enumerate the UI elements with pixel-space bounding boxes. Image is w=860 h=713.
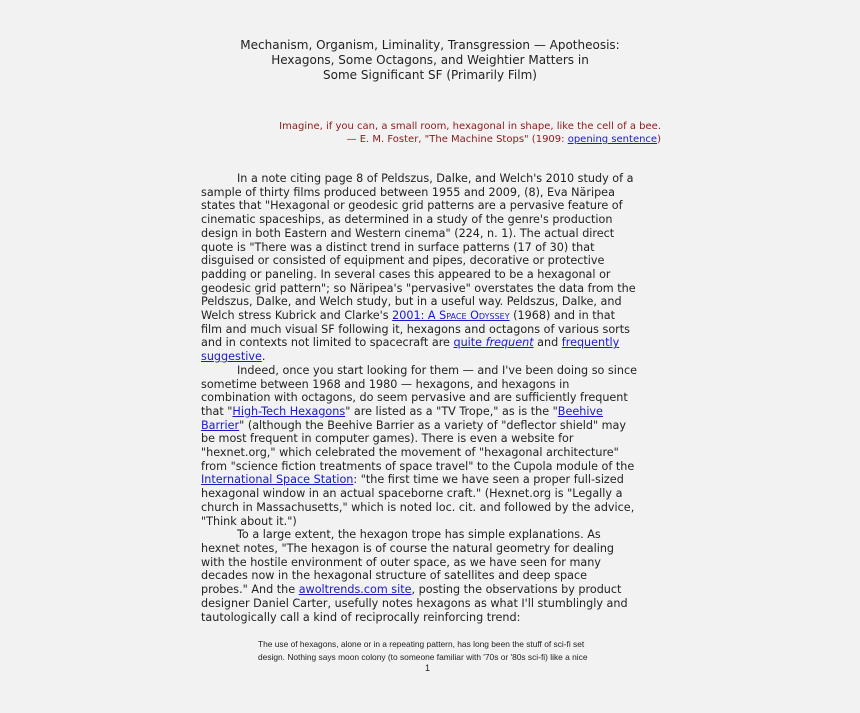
text-line: "hexnet.org," which celebrated the movement of "hexagonal architecture" <box>201 446 619 460</box>
document-title <box>130 38 730 83</box>
title-line: Mechanism, Organism, Liminality, Transgression — Apotheosis: <box>240 38 620 52</box>
text-line: from "science fiction treatments of space travel" to the Cupola module of the <box>201 459 635 473</box>
text-line: Peldszus, Dalke, and Welch study, but in a useful way. Peldszus, Dalke, and <box>201 295 622 309</box>
text-line: "Think about it.") <box>201 514 297 528</box>
attribution-text: — E. M. Foster, "The Machine Stops" (1909: <box>346 134 568 145</box>
beehive-barrier-link[interactable]: Beehive <box>557 404 603 418</box>
title-line: Hexagons, Some Octagons, and Weightier Matters in <box>271 53 589 67</box>
text-span: (1968) and in that <box>509 309 615 323</box>
opening-sentence-link[interactable]: opening sentence <box>567 134 658 145</box>
text-line: hexagonal window in an actual spaceborne craft." (Hexnet.org is "Legally a <box>201 487 623 501</box>
text-line <box>201 473 661 487</box>
text-line <box>201 350 661 364</box>
text-line: states that "Hexagonal or geodesic grid patterns are a pervasive feature of <box>201 199 623 213</box>
text-span: and <box>533 336 562 350</box>
body-text <box>201 172 661 624</box>
space-odyssey-link[interactable]: 2001: A Space Odyssey <box>392 309 510 323</box>
text-line: designer Daniel Carter, usefully notes hexagons as what I'll stumblingly and <box>201 596 628 610</box>
text-line: church in Massachusetts," which is noted loc. cit. and followed by the advice, <box>201 500 635 514</box>
page-number: 1 <box>425 663 431 673</box>
text-line <box>201 405 661 419</box>
text-line: quote is "There was a distinct trend in surface patterns (17 of 30) that <box>201 240 595 254</box>
text-line <box>201 583 661 597</box>
text-line: In a note citing page 8 of Peldszus, Dalke, and Welch's 2010 study of a <box>237 172 634 185</box>
epigraph-attribution <box>279 133 661 146</box>
high-tech-hexagons-link[interactable]: High-Tech Hexagons <box>232 404 346 418</box>
text-line: cinematic spaceships, as determined in a study of the genre's production <box>201 213 613 227</box>
text-line <box>201 336 661 350</box>
text-span: , posting the observations by product <box>411 583 622 597</box>
text-line: padding or paneling. In several cases this appeared to be a hexagonal or <box>201 267 611 281</box>
barrier-link[interactable]: Barrier <box>201 418 240 432</box>
link-text: quite <box>453 336 486 350</box>
block-quote <box>258 638 658 663</box>
text-line: disguised or consisted of equipment and pipes, decorative or protective <box>201 254 605 268</box>
text-line: tautologically call a kind of reciprocally reinforcing trend: <box>201 610 521 624</box>
quote-line: The use of hexagons, alone or in a repeating pattern, has long been the stuff of sci-fi set <box>258 639 585 649</box>
epigraph-quote: Imagine, if you can, a small room, hexagonal in shape, like the cell of a bee. <box>279 121 661 132</box>
text-span: : "the first time we have seen a proper full-sized <box>353 473 624 487</box>
text-line <box>201 419 661 433</box>
text-line: sometime between 1968 and 1980 — hexagons, and hexagons in <box>201 377 570 391</box>
text-line: combination with octagons, do seem pervasive and are sufficiently frequent <box>201 391 628 405</box>
quite-frequent-link[interactable] <box>453 336 533 349</box>
attribution-suffix: ) <box>657 134 661 145</box>
text-line: geodesic grid pattern"; so Näripea's "pervasive" overstates the data from the <box>201 281 636 295</box>
text-span: . <box>261 350 266 364</box>
text-span: probes." And the <box>201 583 299 597</box>
text-line: To a large extent, the hexagon trope has simple explanations. As <box>237 528 601 542</box>
text-line: be most frequent in computer games). There is even a website for <box>201 432 574 446</box>
text-line: film and much visual SF following it, hexagons and octagons of various sorts <box>201 322 630 336</box>
text-line: hexnet notes, "The hexagon is of course the natural geometry for dealing <box>201 541 615 555</box>
text-line: design in both Eastern and Western cinema" (224, n. 1). The actual direct <box>201 226 615 240</box>
text-span: that " <box>201 404 233 418</box>
text-line: sample of thirty films produced between 1955 and 2009, (8), Eva Näripea <box>201 185 615 199</box>
text-line <box>201 309 661 323</box>
title-line: Some Significant SF (Primarily Film) <box>323 68 537 82</box>
text-line: Indeed, once you start looking for them — and I've been doing so since <box>237 363 637 377</box>
suggestive-link[interactable]: suggestive <box>201 350 262 364</box>
text-span: and in contexts not limited to spacecraft are <box>201 336 454 350</box>
text-line: with the hostile environment of outer space, as we have seen for many <box>201 555 601 569</box>
quote-line: design. Nothing says moon colony (to someone familiar with '70s or '80s sci-fi) like a nice <box>258 651 588 662</box>
international-space-station-link[interactable]: International Space Station <box>201 473 354 487</box>
text-span: " (although the Beehive Barrier as a variety of "deflector shield" may <box>239 418 627 432</box>
text-span: " are listed as a "TV Trope," as is the " <box>345 404 558 418</box>
frequently-suggestive-link[interactable]: frequently <box>561 336 620 350</box>
awoltrends-link[interactable]: awoltrends.com site <box>298 583 412 597</box>
link-text-italic: frequent <box>485 336 534 350</box>
epigraph <box>279 120 661 146</box>
text-span: Welch stress Kubrick and Clarke's <box>201 309 393 323</box>
text-line: decades now in the hexagonal structure of satellites and deep space <box>201 569 588 583</box>
